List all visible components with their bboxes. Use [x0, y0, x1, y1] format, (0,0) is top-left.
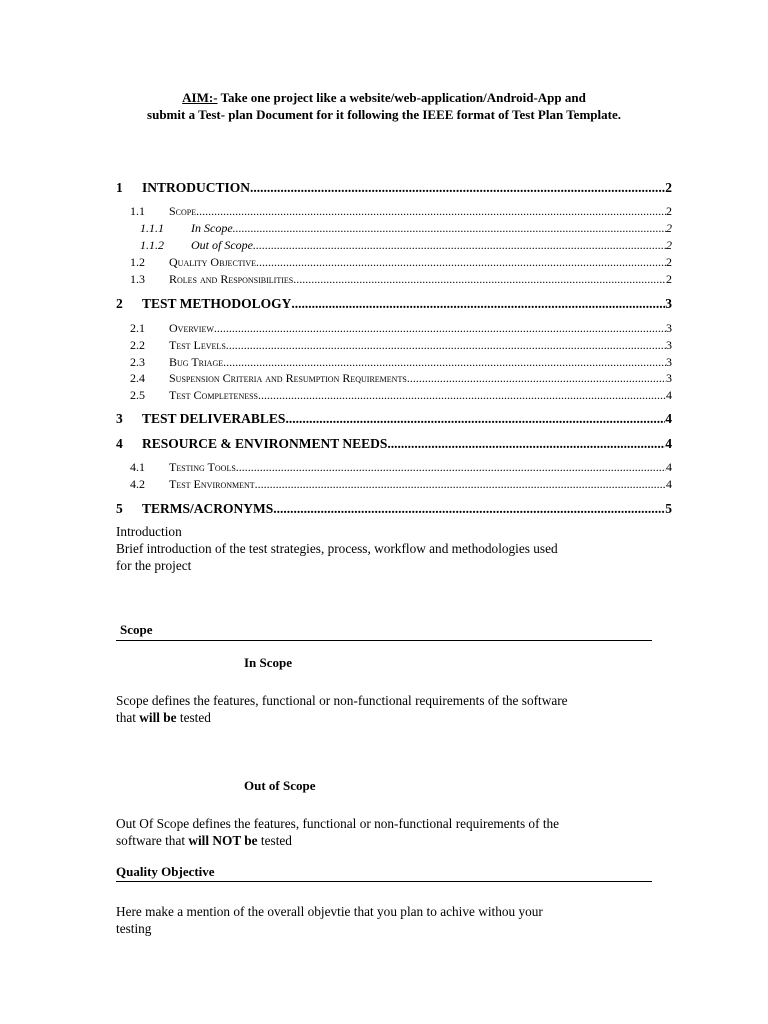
out-of-scope-text-line-1: Out Of Scope defines the features, functional or non-functional requirements of the	[116, 816, 560, 831]
toc-title: Bug Triage	[169, 355, 224, 369]
toc-page: 4	[665, 411, 672, 426]
in-scope-text-bold: will be	[139, 710, 177, 725]
toc-page: 2	[666, 204, 672, 218]
toc-title: In Scope	[191, 221, 233, 235]
toc-leader	[250, 180, 665, 196]
toc-page: 4	[665, 436, 672, 451]
toc-page: 4	[666, 477, 672, 491]
toc-number: 2.4	[130, 371, 145, 385]
toc-number: 1.1.1	[140, 221, 164, 235]
scope-heading: Scope	[120, 622, 153, 637]
in-scope-text-line-2	[116, 709, 211, 726]
toc-number: 2	[116, 296, 123, 311]
toc-entry-testing-tools[interactable]	[116, 460, 672, 475]
toc-entry-roles[interactable]	[116, 272, 672, 287]
aim-label: AIM:-	[182, 90, 218, 105]
toc-leader	[256, 255, 666, 270]
toc-page: 2	[666, 221, 672, 235]
toc-leader	[196, 204, 666, 219]
toc-leader	[291, 296, 665, 312]
toc-leader	[236, 460, 666, 475]
toc-title: TEST DELIVERABLES	[142, 411, 286, 426]
toc-entry-bug-triage[interactable]	[116, 355, 672, 370]
toc-page: 4	[666, 460, 672, 474]
intro-text-line-1: Brief introduction of the test strategies, process, workflow and methodologies used	[116, 541, 558, 556]
toc-title: Test Environment	[169, 477, 255, 491]
toc-leader	[293, 272, 666, 287]
toc-number: 2.5	[130, 388, 145, 402]
in-scope-text-post: tested	[176, 710, 211, 725]
toc-leader	[255, 477, 666, 492]
toc-page: 3	[666, 355, 672, 369]
intro-heading: Introduction	[116, 524, 182, 539]
toc-number: 1	[116, 180, 123, 195]
toc-page: 3	[666, 321, 672, 335]
toc-title: TERMS/ACRONYMS	[142, 501, 274, 516]
toc-entry-scope[interactable]	[116, 204, 672, 219]
toc-title: Testing Tools	[169, 460, 236, 474]
toc-entry-test-methodology[interactable]	[116, 296, 672, 312]
aim-line-2: submit a Test- plan Document for it following the IEEE format of Test Plan Template.	[147, 107, 621, 122]
in-scope-text-line-1: Scope defines the features, functional or non-functional requirements of the software	[116, 693, 568, 708]
toc-entry-introduction[interactable]	[116, 180, 672, 196]
toc-leader	[253, 238, 666, 253]
toc-title: Overview	[169, 321, 214, 335]
toc-page: 4	[666, 388, 672, 402]
toc-number: 2.2	[130, 338, 145, 352]
intro-text-line-2: for the project	[116, 558, 192, 573]
toc-title: Test Completeness	[169, 388, 259, 402]
toc-entry-out-of-scope[interactable]	[116, 238, 672, 253]
toc-leader	[214, 321, 666, 336]
toc-entry-terms-acronyms[interactable]	[116, 501, 672, 517]
toc-entry-overview[interactable]	[116, 321, 672, 336]
quality-text-line-2: testing	[116, 921, 152, 936]
toc-number: 1.1	[130, 204, 145, 218]
out-of-scope-text-pre: software that	[116, 833, 189, 848]
toc-number: 5	[116, 501, 123, 516]
toc-entry-suspension-criteria[interactable]	[116, 371, 672, 386]
quality-text-line-1: Here make a mention of the overall objevtie that you plan to achive withou your	[116, 904, 543, 919]
toc-leader	[233, 221, 666, 236]
toc-number: 1.1.2	[140, 238, 164, 252]
toc-number: 4.1	[130, 460, 145, 474]
in-scope-text-pre: that	[116, 710, 140, 725]
toc-page: 2	[665, 180, 672, 195]
toc-title: Scope	[169, 204, 197, 218]
out-of-scope-text-line-2	[116, 832, 292, 849]
toc-title: Suspension Criteria and Resumption Requirements	[169, 371, 407, 385]
toc-page: 5	[665, 501, 672, 516]
toc-entry-in-scope[interactable]	[116, 221, 672, 236]
quality-divider	[116, 881, 652, 882]
toc-page: 2	[666, 255, 672, 269]
toc-title: Test Levels	[169, 338, 226, 352]
toc-leader	[285, 411, 665, 427]
aim-text-1: Take one project like a website/web-application/Android-App and	[217, 90, 586, 105]
out-of-scope-text-post: tested	[257, 833, 292, 848]
toc-title: Quality Objective	[169, 255, 256, 269]
toc-entry-test-completeness[interactable]	[116, 388, 672, 403]
toc-leader	[258, 388, 666, 403]
toc-page: 2	[666, 272, 672, 286]
toc-title: RESOURCE & ENVIRONMENT NEEDS	[142, 436, 388, 451]
toc-leader	[387, 436, 665, 452]
toc-entry-test-environment[interactable]	[116, 477, 672, 492]
toc-title: Out of Scope	[191, 238, 253, 252]
toc-page: 3	[666, 371, 672, 385]
toc-number: 1.2	[130, 255, 145, 269]
toc-page: 3	[666, 338, 672, 352]
toc-number: 4.2	[130, 477, 145, 491]
toc-number: 1.3	[130, 272, 145, 286]
toc-title: TEST METHODOLOGY	[142, 296, 292, 311]
toc-number: 3	[116, 411, 123, 426]
toc-number: 4	[116, 436, 123, 451]
out-of-scope-text-bold: will NOT be	[188, 833, 258, 848]
toc-page: 3	[665, 296, 672, 311]
toc-number: 2.1	[130, 321, 145, 335]
toc-page: 2	[666, 238, 672, 252]
toc-leader	[407, 371, 666, 386]
in-scope-heading: In Scope	[244, 655, 293, 670]
scope-divider	[116, 640, 652, 641]
toc-number: 2.3	[130, 355, 145, 369]
toc-entry-test-deliverables[interactable]	[116, 411, 672, 427]
toc-entry-resource-needs[interactable]	[116, 436, 672, 452]
aim-line-1	[0, 90, 768, 106]
toc-leader	[223, 355, 666, 370]
toc-leader	[226, 338, 666, 353]
toc-title: INTRODUCTION	[142, 180, 251, 195]
out-of-scope-heading: Out of Scope	[244, 778, 316, 793]
toc-leader	[273, 501, 665, 517]
toc-entry-test-levels[interactable]	[116, 338, 672, 353]
quality-objective-heading: Quality Objective	[116, 864, 215, 879]
toc-entry-quality-objective[interactable]	[116, 255, 672, 270]
toc-title: Roles and Responsibilities	[169, 272, 294, 286]
